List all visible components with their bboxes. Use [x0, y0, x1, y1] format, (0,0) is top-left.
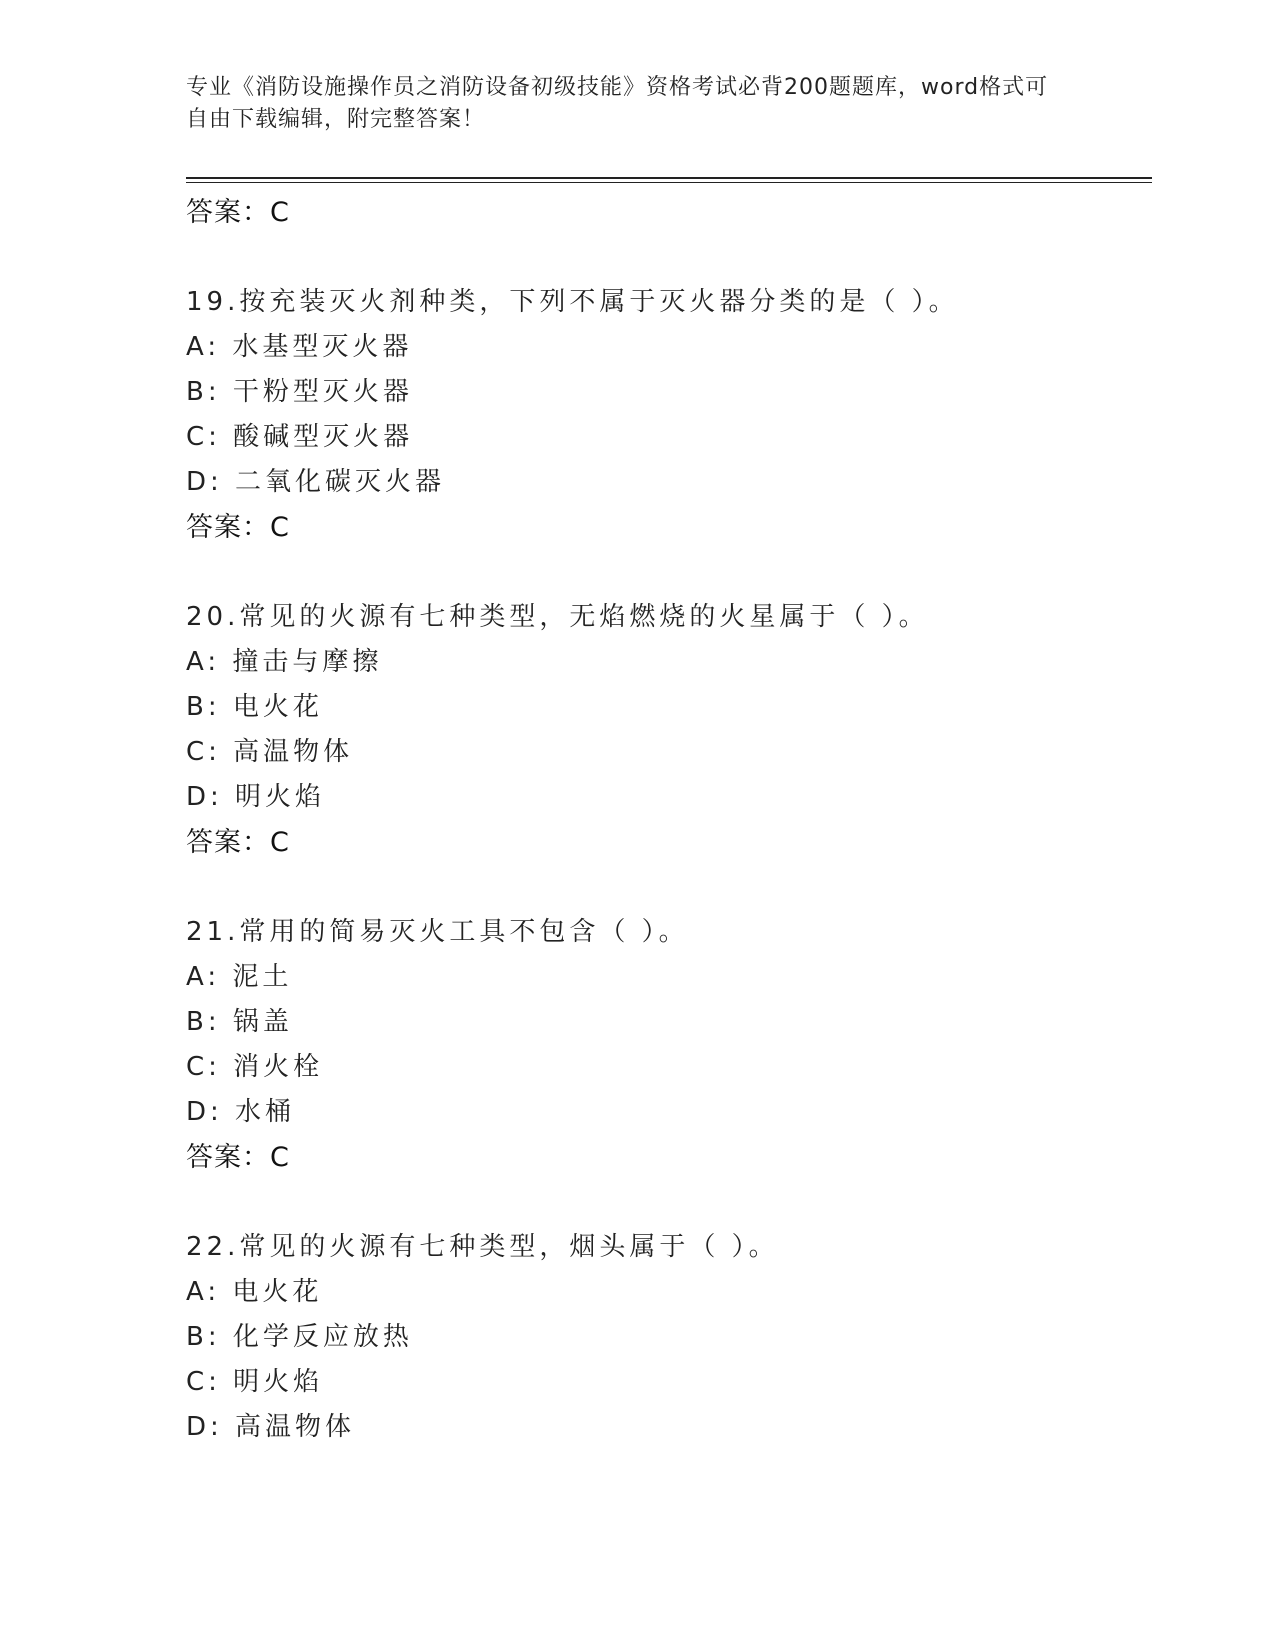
option-b: B: 电火花: [186, 692, 323, 722]
question-list: [186, 190, 1146, 1450]
option-d: D: 高温物体: [186, 1412, 356, 1442]
option-b: B: 化学反应放热: [186, 1322, 413, 1352]
answer-line: 答案：C: [186, 512, 290, 543]
question-block-22: [186, 1225, 1146, 1450]
option-a: A: 水基型灭火器: [186, 332, 413, 362]
question-stem: 21.常用的简易灭火工具不包含（ ）。: [186, 917, 689, 947]
question-block-20: [186, 595, 1146, 865]
answer-line: 答案：C: [186, 827, 290, 858]
answer-line: 答案：C: [186, 1142, 290, 1173]
question-block-21: [186, 910, 1146, 1180]
option-d: D: 二氧化碳灭火器: [186, 467, 446, 497]
option-d: D: 水桶: [186, 1097, 296, 1127]
question-stem: 20.常见的火源有七种类型，无焰燃烧的火星属于（ ）。: [186, 602, 929, 632]
question-stem: 22.常见的火源有七种类型，烟头属于（ ）。: [186, 1232, 779, 1262]
option-b: B: 锅盖: [186, 1007, 293, 1037]
answer-line: 答案：C: [186, 197, 290, 228]
option-a: A: 电火花: [186, 1277, 323, 1307]
document-header: 专业《消防设施操作员之消防设备初级技能》资格考试必背200题题库，word格式可自由下载编辑，附完整答案！: [186, 75, 1049, 132]
header-divider-thin: [186, 182, 1152, 183]
option-c: C: 消火栓: [186, 1052, 324, 1082]
option-d: D: 明火焰: [186, 782, 326, 812]
option-c: C: 酸碱型灭火器: [186, 422, 414, 452]
question-block-19: [186, 280, 1146, 550]
option-b: B: 干粉型灭火器: [186, 377, 413, 407]
option-a: A: 撞击与摩擦: [186, 647, 383, 677]
option-c: C: 明火焰: [186, 1367, 324, 1397]
option-c: C: 高温物体: [186, 737, 354, 767]
question-stem: 19.按充装灭火剂种类，下列不属于灭火器分类的是（ ）。: [186, 287, 959, 317]
header-divider-thick: [186, 177, 1152, 179]
option-a: A: 泥土: [186, 962, 293, 992]
